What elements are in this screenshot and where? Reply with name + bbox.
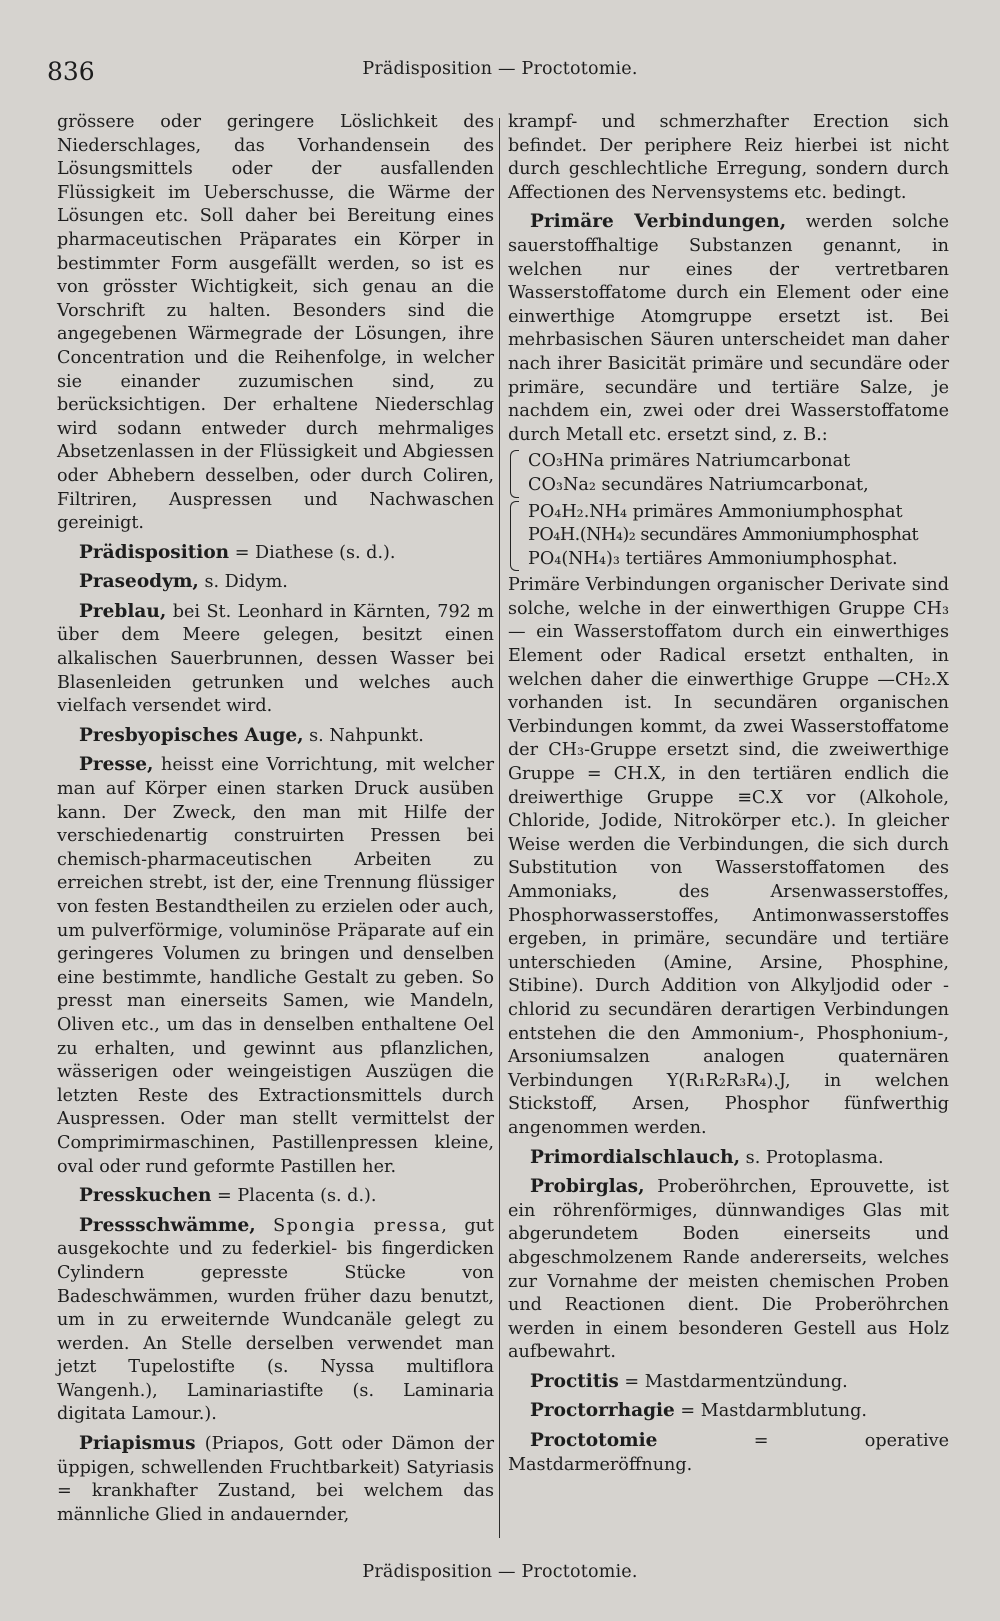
entry-praedisposition <box>57 541 494 566</box>
left-column <box>57 111 494 1527</box>
entry-text: werden solche sauerstoffhaltige Substanzen genannt, in welchen nur eines der vertretbaren Wasserstoffatome durch ein Element oder eine einwerthige Atomgruppe ersetzt ist. Bei mehrbasischen Säuren unterscheidet man daher nach ihrer Basicität primäre und secundäre oder primäre, secundäre und tertiäre Salze, je nachdem ein, zwei oder drei Wasserstoffatome durch Metall etc. ersetzt sind, z. B.: <box>508 212 950 445</box>
formula-group-phosphate <box>522 501 949 572</box>
entry-proctitis <box>508 1370 949 1395</box>
page-number: 836 <box>47 57 95 86</box>
entry-text: Proberöhrchen, Eprouvette, ist ein röhrenförmiges, dünnwandiges Glas mit abgerundetem Boden einerseits und abgeschmolzenem Rande andererseits, welches zur Vornahme der meisten chemischen Proben und Reactionen dient. Die Proberöhrchen werden in einem besonderen Gestell aus Holz aufbewahrt. <box>508 1177 949 1363</box>
formula-line: PO₄(NH₄)₃ tertiäres Ammoniumphosphat. <box>528 548 898 569</box>
brace <box>510 450 519 497</box>
formula-line: CO₃HNa primäres Natriumcarbonat <box>528 451 851 472</box>
headword: Prädisposition <box>79 541 230 563</box>
entry-proctotomie <box>508 1429 949 1477</box>
entry-text: bei St. Leonhard in Kärnten, 792 m über dem Meere gelegen, besitzt einen alkalischen Sauerbrunnen, dessen Wasser bei Blasenleiden getrunken und welches auch vielfach versendet wird. <box>57 601 494 717</box>
entry-text: = operative Mastdarmeröffnung. <box>508 1431 949 1475</box>
continued-paragraph: krampf- und schmerzhafter Erection sich befindet. Der periphere Reiz hierbei ist nicht durch geschlechtliche Erregung, sondern durch Affectionen des Nervensystems etc. bedingt. <box>508 112 949 203</box>
headword: Presse, <box>79 754 154 776</box>
headword: Proctitis <box>530 1370 619 1392</box>
headword: Primordialschlauch, <box>530 1146 741 1168</box>
entry-text: = Mastdarmentzündung. <box>618 1371 848 1392</box>
headword: Presskuchen <box>79 1185 212 1207</box>
entry-text: (Priapos, Gott oder Dämon der üppigen, schwellenden Fruchtbarkeit) Satyriasis = krankhafter Zustand, bei welchem das männliche Glied in andauernder, <box>57 1434 494 1525</box>
headword: Presbyopisches Auge, <box>79 724 304 746</box>
entry-text: = Diathese (s. d.). <box>229 542 396 563</box>
headword: Praseodym, <box>79 571 199 593</box>
entry-pressschwaemme <box>57 1214 494 1427</box>
formula-line: CO₃Na₂ secundäres Natriumcarbonat, <box>528 474 869 495</box>
entry-proctorrhagie <box>508 1399 949 1424</box>
entry-presskuchen <box>57 1184 494 1209</box>
right-column <box>508 111 949 1477</box>
entry-presbyopisches-auge <box>57 724 494 749</box>
entry-text: = Placenta (s. d.). <box>211 1186 377 1207</box>
entry-text: heisst eine Vorrichtung, mit welcher man auf Körper einen starken Druck ausüben kann. Der Zweck, den man mit Hilfe der verschiedenartig construirten Pressen bei chemisch-pharmaceutischen Arbeiten zu erreichen strebt, ist der, eine Trennung flüssiger von festen Bestandtheilen zu erzielen oder auch, um pulverförmige, voluminöse Präparate auf ein geringeres Volumen zu bringen und denselben eine bestimmte, handliche Gestalt zu geben. So presst man einerseits Samen, wie Mandeln, Oliven etc., um das in denselben enthaltene Oel zu erhalten, und gewinnt aus pflanzlichen, wässerigen oder weingeistigen Auszügen die letzten Reste des Extractionsmittels durch Auspressen. Oder man stellt vermittelst der Comprimirmaschinen, Pastillenpressen kleine, oval oder rund geformte Pastillen her. <box>57 755 494 1177</box>
entry-probirglas <box>508 1175 949 1365</box>
entry-text: s. Nahpunkt. <box>303 725 424 746</box>
entry-text: s. Didym. <box>198 572 288 593</box>
entry-priapismus <box>57 1432 494 1527</box>
latin-name: Spongia pressa, <box>255 1215 449 1236</box>
headword: Proctorrhagie <box>530 1400 675 1422</box>
paragraph-organic-derivatives: Primäre Verbindungen organischer Derivate sind solche, welche in der einwerthigen Gruppe CH₃— ein Wasserstoffatom durch ein einwerthiges Element oder Radical ersetzt enthalten, in welchen daher die einwerthige Gruppe —CH₂.X vorhanden ist. In secundären organischen Verbindungen kommt, da zwei Wasserstoffatome der CH₃-Gruppe ersetzt sind, die zweiwerthige Gruppe = CH.X, in den tertiären endlich die dreiwerthige Gruppe ≡C.X vor (Alkohole, Chloride, Jodide, Nitrokörper etc.). In gleicher Weise werden die Verbindungen, die sich durch Substitution von Wasserstoffatomen des Ammoniaks, des Arsenwasserstoffes, Phosphorwasserstoffes, Antimonwasserstoffes ergeben, in primäre, secundäre und tertiäre unterschieden (Amine, Arsine, Phosphine, Stibine). Durch Addition von Alkyljodid oder -chlorid zu secundären derartigen Verbindungen entstehen die den Ammonium-, Phosphonium-, Arsoniumsalzen analogen quaternären Verbindungen Y(R₁R₂R₃R₄).J, in welchen Stickstoff, Arsen, Phosphor fünfwerthig angenommen werden. <box>508 575 949 1138</box>
formula-group-carbonate <box>522 450 949 497</box>
headword: Pressschwämme, <box>79 1214 256 1236</box>
headword: Probirglas, <box>530 1176 645 1198</box>
entry-praseodym <box>57 570 494 595</box>
entry-primordialschlauch <box>508 1146 949 1171</box>
formula-line: PO₄H₂.NH₄ primäres Ammoniumphosphat <box>528 501 903 522</box>
headword: Preblau, <box>79 600 167 622</box>
entry-text: gut ausgekochte und zu federkiel- bis fingerdicken Cylindern gepresste Stücke von Badeschwämmen, wurden früher dazu benutzt, um in zu erweiternde Wundcanäle gelegt zu werden. An Stelle derselben verwendet man jetzt Tupelostifte (s. Nyssa multiflora Wangenh.), Laminariastifte (s. Laminaria digitata Lamour.). <box>57 1215 494 1425</box>
headword: Priapismus <box>79 1433 196 1455</box>
running-header: Prädisposition — Proctotomie. <box>362 59 638 79</box>
brace <box>510 501 519 572</box>
entry-text: = Mastdarmblutung. <box>674 1401 867 1422</box>
entry-primaere-verbindungen <box>508 210 949 447</box>
running-footer: Prädisposition — Proctotomie. <box>362 1562 638 1582</box>
entry-presse <box>57 753 494 1179</box>
entry-text: s. Protoplasma. <box>740 1147 884 1168</box>
entry-preblau <box>57 600 494 719</box>
formula-line: PO₄H.(NH₄)₂ secundäres Ammoniumphosphat <box>528 525 919 546</box>
continued-paragraph: grössere oder geringere Löslichkeit des Niederschlages, das Vorhandensein des Lösungsmittels oder der ausfallenden Flüssigkeit im Ueberschusse, die Wärme der Lösungen etc. Soll daher bei Bereitung eines pharmaceutischen Präparates ein Körper in bestimmter Form ausgefällt werden, so ist es von grösster Wichtigkeit, sich genau an die Vorschrift zu halten. Besonders sind die angegebenen Wärmegrade der Lösungen, ihre Concentration und die Reihenfolge, in welcher sie einander zuzumischen sind, zu berücksichtigen. Der erhaltene Niederschlag wird sodann entweder durch mehrmaliges Absetzenlassen in der Flüssigkeit und Abgiessen oder Abhebern desselben, oder durch Coliren, Filtriren, Auspressen und Nachwaschen gereinigt. <box>57 112 494 534</box>
headword: Primäre Verbindungen, <box>530 211 787 233</box>
headword: Proctotomie <box>530 1430 658 1452</box>
column-divider <box>499 118 500 1538</box>
